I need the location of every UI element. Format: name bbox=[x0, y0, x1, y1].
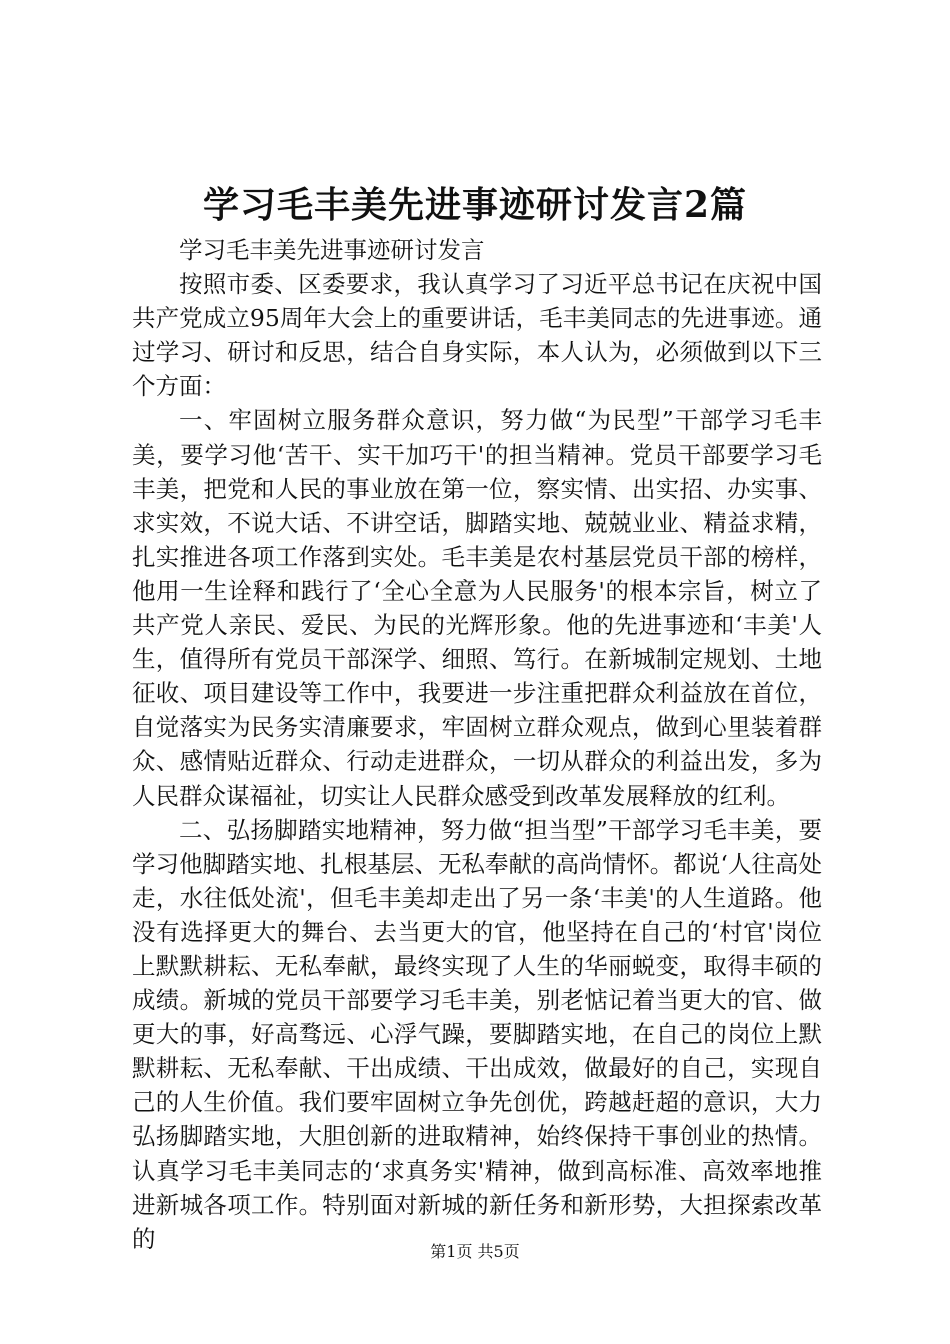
section-two-paragraph: 二、弘扬脚踏实地精神，努力做“担当型”干部学习毛丰美，要学习他脚踏实地、扎根基层、无私奉献的高尚情怀。都说‘人往高处走，水往低处流'，但毛丰美却走出了另一条‘丰美'的人生道路。他没有选择更大的舞台、去当更大的官，他坚持在自己的‘村官'岗位上默默耕耘、无私奉献，最终实现了人生的华丽蜕变，取得丰硕的成绩。新城的党员干部要学习毛丰美，别老惦记着当更大的官、做更大的事，好高骛远、心浮气躁，要脚踏实地，在自己的岗位上默默耕耘、无私奉献、干出成绩、干出成效，做最好的自己，实现自己的人生价值。我们要牢固树立争先创优，跨越赶超的意识，大力弘扬脚踏实地，大胆创新的进取精神，始终保持干事创业的热情。认真学习毛丰美同志的‘求真务实'精神，做到高标准、高效率地推进新城各项工作。特别面对新城的新任务和新形势，大担探索改革的 bbox=[132, 815, 822, 1253]
document-title: 学习毛丰美先进事迹研讨发言2篇 bbox=[202, 184, 748, 226]
section-one-paragraph: 一、牢固树立服务群众意识，努力做“为民型”干部学习毛丰美，要学习他‘苦干、实干加巧干'的担当精神。党员干部要学习毛丰美，把党和人民的事业放在第一位，察实情、出实招、办实事、求实效，不说大话、不讲空话，脚踏实地、兢兢业业、精益求精，扎实推进各项工作落到实处。毛丰美是农村基层党员干部的榜样，他用一生诠释和践行了‘全心全意为人民服务'的根本宗旨，树立了共产党人亲民、爱民、为民的光辉形象。他的先进事迹和‘丰美'人生，值得所有党员干部深学、细照、笃行。在新城制定规划、土地征收、项目建设等工作中，我要进一步注重把群众利益放在首位，自觉落实为民务实清廉要求，牢固树立群众观点，做到心里装着群众、感情贴近群众、行动走进群众，一切从群众的利益出发，多为人民群众谋福祉，切实让人民群众感受到改革发展释放的红利。 bbox=[132, 406, 822, 810]
intro-paragraph: 按照市委、区委要求，我认真学习了习近平总书记在庆祝中国共产党成立95周年大会上的重要讲话，毛丰美同志的先进事迹。通过学习、研讨和反思，结合自身实际，本人认为，必须做到以下三个方面： bbox=[132, 270, 822, 401]
document-body bbox=[132, 233, 822, 1256]
page-footer: 第1页 共5页 bbox=[430, 1242, 520, 1261]
subtitle-paragraph: 学习毛丰美先进事迹研讨发言 bbox=[179, 236, 485, 264]
